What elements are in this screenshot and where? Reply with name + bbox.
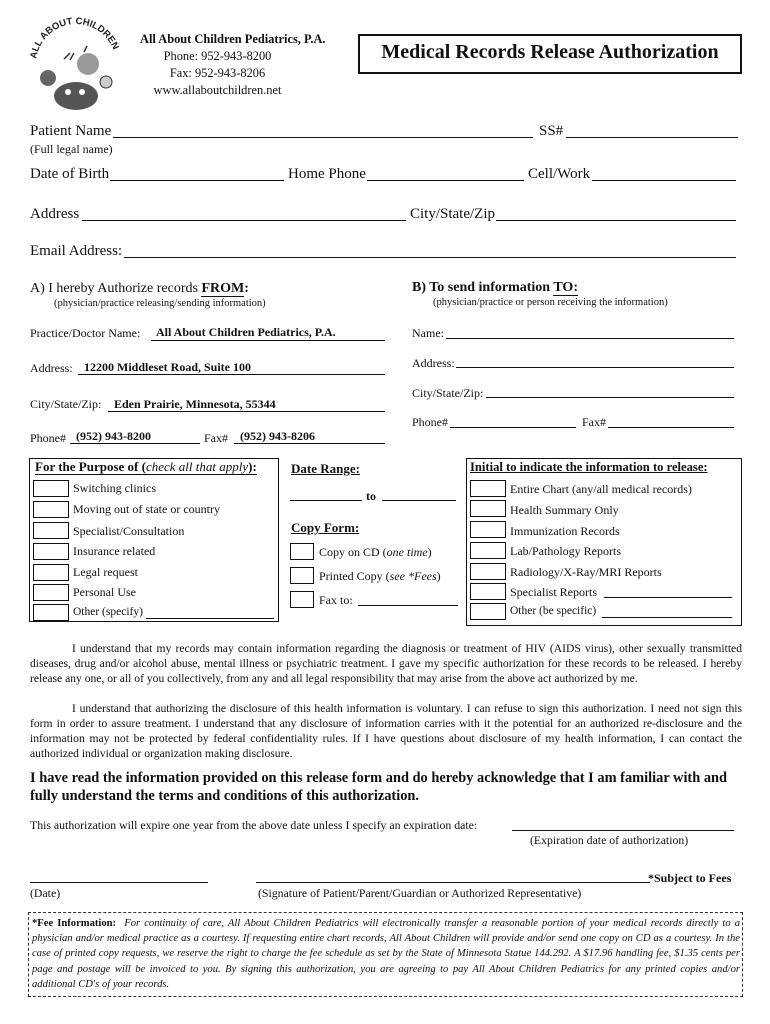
date-field[interactable] — [30, 882, 208, 883]
copy-printed-c: ) — [436, 569, 441, 583]
purpose-item-insurance: Insurance related — [73, 544, 156, 558]
initial-item-lab: Lab/Pathology Reports — [510, 544, 621, 558]
purpose-item-other: Other (specify) — [73, 606, 143, 618]
section-a-colon: : — [244, 281, 249, 296]
copy-form-title: Copy Form: — [291, 520, 360, 535]
b-address-label: Address: — [412, 356, 455, 370]
address-field[interactable] — [82, 220, 406, 221]
copy-cd-a: Copy on CD ( — [319, 545, 387, 559]
address-label: Address — [30, 206, 80, 222]
signature-label: (Signature of Patient/Parent/Guardian or Authorized Representative) — [258, 886, 582, 900]
initial-item-health-summary: Health Summary Only — [510, 503, 619, 517]
a-address-line — [78, 374, 385, 375]
dob-label: Date of Birth — [30, 166, 110, 182]
expire-note: (Expiration date of authorization) — [530, 833, 689, 847]
a-address-value[interactable]: 12200 Middleset Road, Suite 100 — [84, 360, 252, 374]
ssn-label: SS# — [539, 123, 564, 139]
a-phone-line — [70, 443, 200, 444]
practice-name: All About Children Pediatrics, P.A. — [140, 32, 326, 46]
copy-fax-label: Fax to: — [319, 593, 353, 607]
date-range-from-field[interactable] — [290, 500, 362, 501]
a-doctor-value[interactable]: All About Children Pediatrics, P.A. — [156, 325, 336, 339]
a-doctor-line — [151, 340, 385, 341]
initial-item-immunization: Immunization Records — [510, 524, 620, 538]
cell-label: Cell/Work — [528, 166, 591, 182]
purpose-title-b: check all that apply — [145, 459, 249, 474]
section-b-to: TO: — [553, 280, 578, 295]
practice-fax: Fax: 952-943-8206 — [169, 66, 266, 80]
patient-name-field[interactable] — [113, 137, 533, 138]
initial-item-entire-chart: Entire Chart (any/all medical records) — [510, 482, 692, 496]
initial-box-lab[interactable] — [470, 542, 506, 559]
a-fax-value[interactable]: (952) 943-8206 — [240, 429, 315, 443]
purpose-checkbox-personal[interactable] — [33, 584, 69, 601]
purpose-checkbox-specialist[interactable] — [33, 522, 69, 539]
copy-checkbox-fax[interactable] — [290, 591, 314, 608]
fee-info-label: *Fee Information: — [32, 918, 117, 929]
b-phone-label: Phone# — [412, 415, 448, 429]
b-city-label: City/State/Zip: — [412, 386, 484, 400]
patient-name-label: Patient Name — [30, 123, 112, 139]
initial-box-specialist[interactable] — [470, 583, 506, 600]
a-city-value[interactable]: Eden Prairie, Minnesota, 55344 — [114, 397, 276, 411]
practice-website[interactable]: www.allaboutchildren.net — [153, 83, 282, 97]
date-label: (Date) — [30, 886, 61, 900]
copy-fax-field[interactable] — [358, 605, 458, 606]
date-range-title: Date Range: — [291, 461, 360, 476]
date-range-to-field[interactable] — [382, 500, 456, 501]
purpose-item-personal: Personal Use — [73, 585, 136, 599]
b-phone-field[interactable] — [450, 427, 576, 428]
purpose-checkbox-legal[interactable] — [33, 564, 69, 581]
logo-text: ALL ABOUT CHILDREN — [28, 15, 121, 60]
purpose-title — [35, 459, 257, 475]
initial-title: Initial to indicate the information to release: — [470, 460, 708, 474]
copy-printed-label — [319, 569, 441, 584]
a-fax-line — [234, 443, 385, 444]
section-a-title — [30, 281, 249, 297]
initial-box-health-summary[interactable] — [470, 500, 506, 517]
purpose-item-moving: Moving out of state or country — [73, 502, 220, 516]
email-field[interactable] — [124, 257, 736, 258]
purpose-title-a: For the Purpose of ( — [35, 459, 146, 474]
initial-box-radiology[interactable] — [470, 563, 506, 580]
initial-box-entire-chart[interactable] — [470, 480, 506, 497]
section-a-prefix: A) I hereby Authorize records — [30, 281, 202, 296]
copy-printed-a: Printed Copy ( — [319, 569, 390, 583]
a-address-label: Address: — [30, 361, 73, 375]
b-name-field[interactable] — [446, 338, 734, 339]
dob-field[interactable] — [110, 180, 284, 181]
purpose-item-specialist: Specialist/Consultation — [73, 524, 185, 538]
purpose-item-legal: Legal request — [73, 565, 138, 579]
city-label: City/State/Zip — [410, 206, 495, 222]
initial-other-field[interactable] — [602, 617, 732, 618]
fee-info-body: For continuity of care, All About Children Pediatrics will electronically transfer a reasonable portion of your medical records directly to a physician and/or medical practice as a courtesy. If requesting entire chart records, All About Children will provide and/or send one copy on CD as a courtesy. In the case of printed copy requests, we reserve the right to charge the fee schedule as set by the State of Minnesota Statue 144.292. A $17.96 handling fee, $1.35 cents per page and postage will be invoiced to you. By signing this authorization, you are agreeing to pay All About Children Pediatrics for any printed copies and/or additional CD's of your records. — [32, 918, 740, 990]
expiration-date-field[interactable] — [512, 830, 734, 831]
logo-graphic — [24, 12, 128, 116]
purpose-item-switching: Switching clinics — [73, 481, 156, 495]
initial-specialist-field[interactable] — [604, 597, 732, 598]
b-name-label: Name: — [412, 326, 444, 340]
subject-to-fees: *Subject to Fees — [648, 871, 732, 885]
copy-cd-b: one time — [386, 545, 428, 559]
initial-item-other: Other (be specific) — [510, 605, 597, 617]
hiv-disclosure-paragraph: I understand that my records may contain information regarding the diagnosis or treatment of HIV (AIDS virus), other sexually transmitted diseases, drug and/or alcohol abuse, mental illness or psychiatric treatment. I gave my specific authorization for these records to be released. I hereby release any one, or all of you collectively, from any and all legal responsibility that may arise from the above act authorized by me. — [30, 642, 742, 685]
home-phone-label: Home Phone — [288, 166, 366, 182]
legal-name-note: (Full legal name) — [30, 142, 113, 156]
copy-checkbox-cd[interactable] — [290, 543, 314, 560]
initial-box-other[interactable] — [470, 603, 506, 620]
section-a-from: FROM — [201, 281, 245, 296]
copy-printed-b: see *Fees — [389, 569, 437, 583]
a-doctor-label: Practice/Doctor Name: — [30, 326, 141, 340]
purpose-checkbox-moving[interactable] — [33, 501, 69, 518]
fee-info-text — [32, 916, 740, 992]
a-fax-label: Fax# — [204, 431, 228, 445]
a-phone-label: Phone# — [30, 431, 66, 445]
cell-field[interactable] — [592, 180, 736, 181]
email-label: Email Address: — [30, 243, 123, 259]
b-fax-label: Fax# — [582, 415, 606, 429]
a-phone-value[interactable]: (952) 943-8200 — [76, 429, 151, 443]
b-address-field[interactable] — [456, 367, 734, 368]
b-city-field[interactable] — [486, 397, 734, 398]
copy-cd-c: ) — [427, 545, 432, 559]
section-b-prefix: B) To send information — [412, 280, 554, 295]
purpose-checkbox-other[interactable] — [33, 604, 69, 621]
initial-item-specialist: Specialist Reports — [510, 585, 597, 599]
purpose-checkbox-insurance[interactable] — [33, 543, 69, 560]
practice-phone: Phone: 952-943-8200 — [163, 49, 272, 63]
voluntary-disclosure-paragraph: I understand that authorizing the disclosure of this health information is voluntary. I can refuse to sign this authorization. I need not sign this form in order to assure treatment. I understand that any disclosure of information carries with it the potential for an authorized re-disclosure and the information may not be protected by federal confidentiality rules. If I have questions about disclosure of my health information, I can contact the authorized individual or organization making disclosure. — [30, 702, 742, 760]
signature-field[interactable] — [256, 882, 650, 883]
ssn-field[interactable] — [566, 137, 738, 138]
purpose-other-field[interactable] — [146, 618, 274, 619]
copy-cd-label — [319, 545, 432, 560]
copy-checkbox-printed[interactable] — [290, 567, 314, 584]
a-city-label: City/State/Zip: — [30, 397, 102, 411]
initial-item-radiology: Radiology/X-Ray/MRI Reports — [510, 565, 662, 579]
section-b-subtitle: (physician/practice or person receiving the information) — [433, 297, 668, 308]
svg-text:ALL ABOUT CHILDREN — [28, 16, 121, 60]
home-phone-field[interactable] — [367, 180, 524, 181]
expire-statement: This authorization will expire one year from the above date unless I specify an expiration date: — [30, 818, 478, 832]
purpose-title-c: ): — [248, 459, 257, 474]
city-field[interactable] — [496, 220, 736, 221]
purpose-checkbox-switching[interactable] — [33, 480, 69, 497]
initial-box-immunization[interactable] — [470, 521, 506, 538]
a-city-line — [108, 411, 385, 412]
form-title: Medical Records Release Authorization — [381, 41, 719, 63]
section-a-subtitle: (physician/practice releasing/sending information) — [54, 298, 266, 309]
section-b-title — [412, 280, 578, 296]
acknowledge-statement: I have read the information provided on this release form and do hereby acknowledge that I am familiar with and fully understand the terms and conditions of this authorization. — [30, 770, 728, 804]
date-range-to-label: to — [366, 489, 376, 503]
b-fax-field[interactable] — [608, 427, 734, 428]
logo — [24, 12, 128, 116]
